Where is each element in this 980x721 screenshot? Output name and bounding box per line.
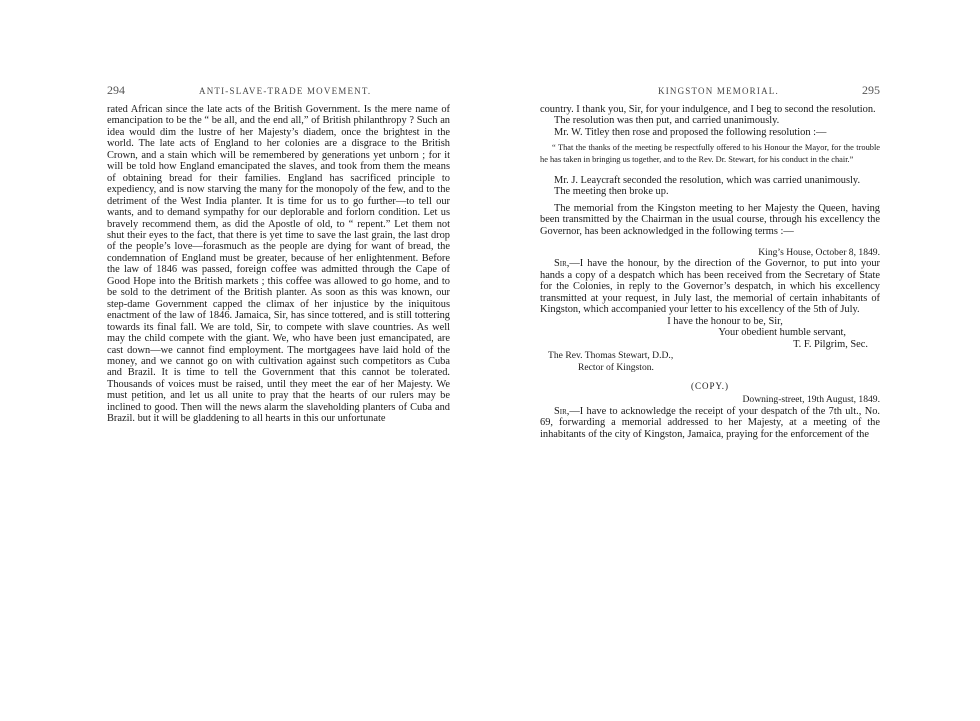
left-page-body (107, 104, 450, 425)
left-page (107, 83, 450, 425)
right-page-body (540, 104, 880, 440)
left-running-head: ANTI-SLAVE-TRADE MOVEMENT. (199, 86, 372, 96)
letter1-closing-1: I have the honour to be, Sir, (667, 315, 783, 327)
letter1-signature: T. F. Pilgrim, Sec. (793, 338, 868, 350)
letter1-dateline: King’s House, October 8, 1849. (758, 247, 880, 259)
right-page (540, 83, 880, 440)
letter1-salutation: Sir, (554, 258, 570, 270)
right-running-head: KINGSTON MEMORIAL. (658, 86, 779, 96)
paragraph-continuation: country. I thank you, Sir, for your indulgence, and I beg to second the resolution. (540, 104, 876, 115)
copy-label: (COPY.) (690, 381, 730, 392)
right-page-number: 295 (862, 83, 880, 97)
letter2-salutation: Sir, (554, 405, 570, 417)
letter2-dateline: Downing-street, 19th August, 1849. (742, 394, 880, 406)
paragraph-titley-proposal: Mr. W. Titley then rose and proposed the following resolution :— (554, 126, 827, 138)
letter1-closing-2: Your obedient humble servant, (718, 327, 846, 339)
right-page-header (540, 83, 880, 104)
letter1-text: —I have the honour, by the direction of the Governor, to put into your hands a copy of a despatch which has been received from the Secretary of State for the Colonies, in reply to the Governor’s despatch, in which his excellency transmitted at your request, in July last, the memorial of certain inhabitants of Kingston, which accompanied your letter to his excellency of the 5th of July. (540, 258, 880, 316)
paragraph-leaycraft-seconded: Mr. J. Leaycraft seconded the resolution, which was carried unanimously. (554, 174, 861, 186)
paragraph-memorial-acknowledged: The memorial from the Kingston meeting to her Majesty the Queen, having been transmitted by the Chairman in the usual course, through his excellency the Governor, has been acknowledged in the following terms :— (540, 202, 880, 237)
left-paragraph: rated African since the late acts of the British Government. Is the mere name of emancipation to be the “ be all, and the end all,” of British philanthropy ? Such an idea would dim the lustre of her Majesty’s diadem, once the brightest in the world. The late acts of England to her colonies are a disgrace to the British Crown, and a stain which will be remembered by generations yet unborn ; for it will be told how England emancipated the slaves, and took from them the means of obtaining bread for their families. England has sacrificed principle to expediency, and is now starving the many for the monopoly of the few, and to the detriment of the West India planter. It is time for us to go further—to tell our wants, and to demand sympathy for our deplorable and forlorn condition. Let us bravely recommend them, as did the Apostle of old, to “ repent.” Let them not shut their eyes to the fact, that there is yet time to save the last grain, the last drop of the people’s love—forasmuch as the people are dying for want of bread, the condemnation of England must be greater, because of her enlightenment. Before the law of 1846 was passed, foreign coffee was admitted through the Cape of Good Hope into the British markets ; this coffee was allowed to go home, and to be sold to the detriment of the British planter. As soon as this was known, our step-dame Government capped the climax of her injustice by the iniquitous enactment of the law of 1846. Jamaica, Sir, has since tottered, and is still tottering towards its final fall. We are told, Sir, to compete with slave countries. As well may the child compete with the giant. We, who have been just emancipated, are cast down—we cannot find employment. The mortgagees have laid hold of the money, and we cannot go on with cultivation against such competitors as Cuba and Brazil. It is time to tell the Government that this cannot be tolerated. Thousands of voices must be raised, until they meet the ear of her Majesty. We must petition, and let us all unite to pray that the hearts of our rulers may be inclined to good. Then will the news alarm the slaveholding planters of Cuba and Brazil. but it will be gladdening to all hearts in this our unfortunate (107, 104, 450, 425)
left-page-header (107, 83, 450, 104)
paragraph-meeting-ended: The meeting then broke up. (554, 186, 669, 198)
letter1-addressee-name: The Rev. Thomas Stewart, D.D., (548, 350, 674, 362)
paragraph-resolution-carried: The resolution was then put, and carried unanimously. (554, 115, 780, 127)
resolution-quote: “ That the thanks of the meeting be respectfully offered to his Honour the Mayor, for the trouble he has taken in bringing us together, and to the Rev. Dr. Stewart, for his conduct in the chair.” (540, 143, 880, 164)
letter1-addressee-title: Rector of Kingston. (578, 361, 654, 373)
letter1-body (540, 258, 880, 315)
letter2-body (540, 406, 880, 440)
left-page-number: 294 (107, 83, 125, 97)
letter2-text: —I have to acknowledge the receipt of your despatch of the 7th ult., No. 69, forwarding a memorial addressed to her Majesty, at a meeting of the inhabitants of the city of Kingston, Jamaica, praying for the enforcement of the (540, 405, 880, 440)
